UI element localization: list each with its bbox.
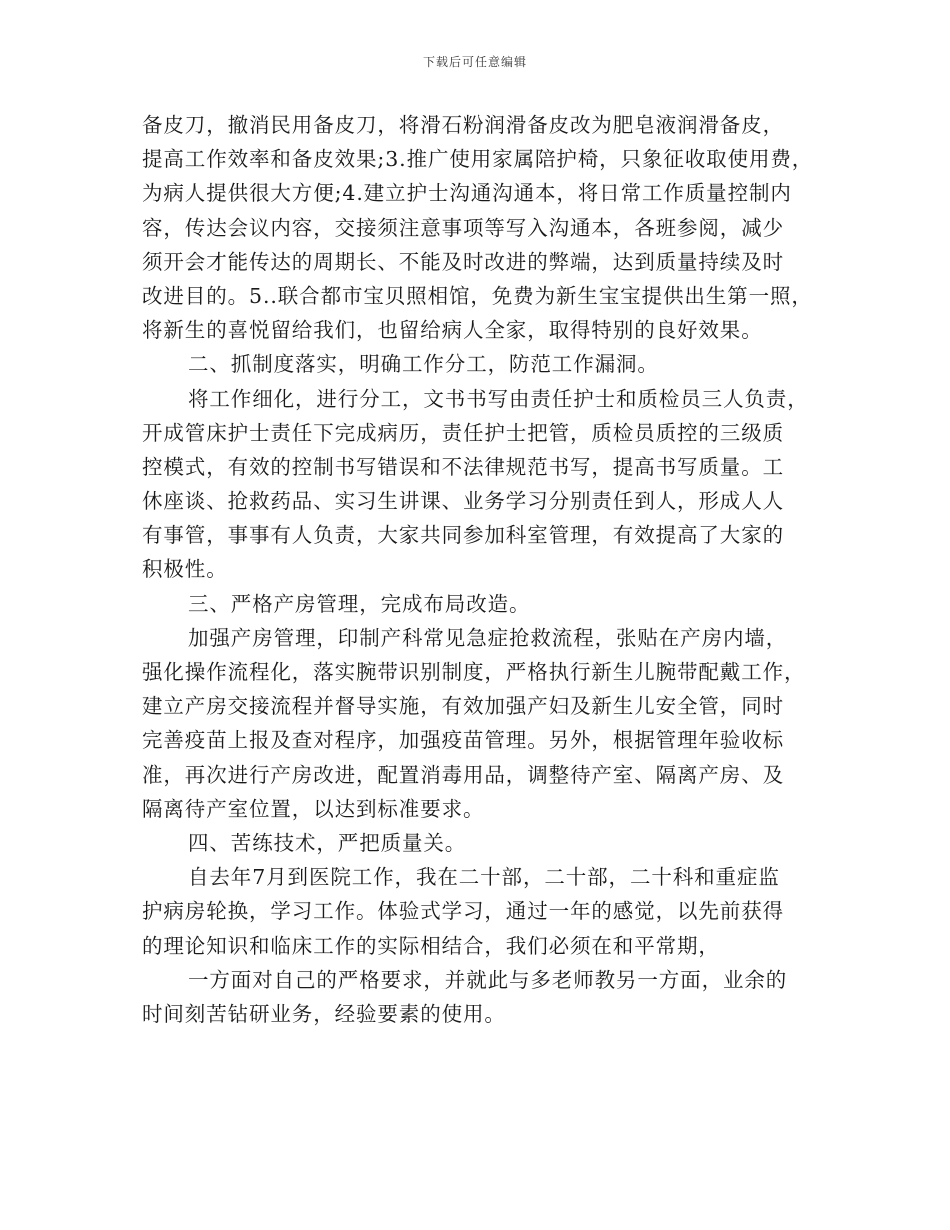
text-line: 完善疫苗上报及查对程序，加强疫苗管理。另外，根据管理年验收标 <box>142 728 784 753</box>
text-line: 加强产房管理，印制产科常见急症抢救流程，张贴在产房内墙， <box>188 625 788 650</box>
document-body <box>142 108 822 1031</box>
text-line: 将工作细化，进行分工，文书书写由责任护士和质检员三人负责， <box>188 386 809 411</box>
text-line: 三、严格产房管理，完成布局改造。 <box>188 591 531 616</box>
text-line: 准，再次进行产房改进，配置消毒用品，调整待产室、隔离产房、及 <box>142 762 784 787</box>
text-line: 控模式，有效的控制书写错误和不法律规范书写，提高书写质量。工 <box>142 454 784 479</box>
text-line: 一方面对自己的严格要求，并就此与多老师教另一方面，业余的 <box>188 967 788 992</box>
text-line: 须开会才能传达的周期长、不能及时改进的弊端，达到质量持续及时 <box>142 249 784 274</box>
text-line: 自去年7月到医院工作，我在二十部，二十部，二十科和重症监 <box>188 865 780 890</box>
text-line: 有事管，事事有人负责，大家共同参加科室管理，有效提高了大家的 <box>142 523 784 548</box>
text-line: 备皮刀，撤消民用备皮刀，将滑石粉润滑备皮改为肥皂液润滑备皮， <box>142 113 784 137</box>
text-line: 休座谈、抢救药品、实习生讲课、业务学习分别责任到人，形成人人 <box>142 489 784 514</box>
text-line: 改进目的。5..联合都市宝贝照相馆，免费为新生宝宝提供出生第一照， <box>142 283 813 308</box>
text-line: 容，传达会议内容，交接须注意事项等写入沟通本，各班参阅，减少 <box>142 215 784 240</box>
text-line: 开成管床护士责任下完成病历，责任护士把管，质检员质控的三级质 <box>142 420 784 445</box>
text-line: 建立产房交接流程并督导实施，有效加强产妇及新生儿安全管，同时 <box>142 694 784 719</box>
text-line: 护病房轮换，学习工作。体验式学习，通过一年的感觉，以先前获得 <box>142 899 784 924</box>
text-line: 强化操作流程化，落实腕带识别制度，严格执行新生儿腕带配戴工作， <box>142 660 806 684</box>
text-line: 二、抓制度落实，明确工作分工，防范工作漏洞。 <box>188 352 659 377</box>
text-line: 为病人提供很大方便;4.建立护士沟通沟通本，将日常工作质量控制内 <box>142 181 792 206</box>
text-line: 提高工作效率和备皮效果;3.推广使用家属陪护椅，只象征收取使用费， <box>142 147 814 172</box>
text-line: 时间刻苦钻研业务，经验要素的使用。 <box>142 1001 506 1026</box>
text-line: 将新生的喜悦留给我们，也留给病人全家，取得特别的良好效果。 <box>142 318 763 343</box>
text-line: 隔离待产室位置，以达到标准要求。 <box>142 796 485 821</box>
text-line: 四、苦练技术，严把质量关。 <box>188 830 467 855</box>
text-line: 的理论知识和临床工作的实际相结合，我们必须在和平常期， <box>142 933 720 958</box>
page-header: 下载后可任意编辑 <box>422 55 527 69</box>
text-line: 积极性。 <box>142 557 228 582</box>
